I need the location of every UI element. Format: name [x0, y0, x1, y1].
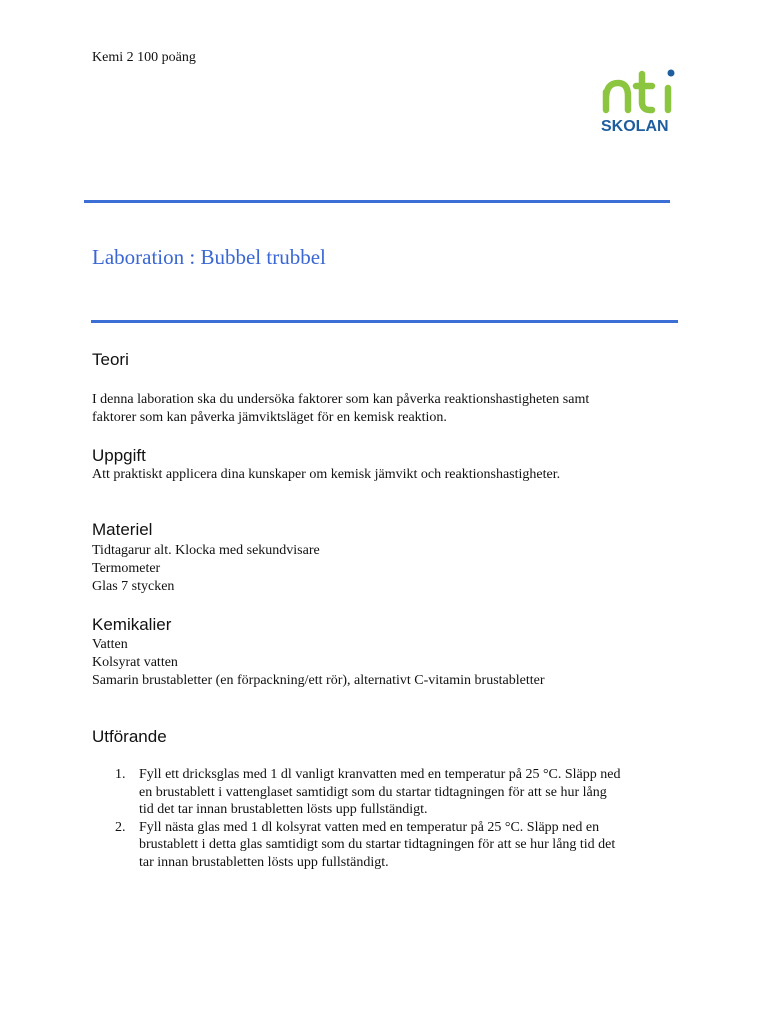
- top-divider: [84, 200, 670, 203]
- section-heading-materiel: Materiel: [92, 520, 153, 539]
- uppgift-paragraph: Att praktiskt applicera dina kunskaper om kemisk jämvikt och reaktionshastigheter.: [92, 467, 561, 482]
- step-line: tid det tar innan brustabletten lösts upp fullständigt.: [139, 802, 428, 817]
- step-line: tar innan brustabletten lösts upp fullständigt.: [139, 854, 389, 870]
- section-heading-utforande: Utförande: [92, 727, 167, 746]
- procedure-step: [112, 766, 672, 819]
- step-line: brustablett i detta glas samtidigt som du startar tidtagningen för att se hur lång tid det: [139, 837, 616, 852]
- section-heading-uppgift: Uppgift: [92, 446, 146, 465]
- list-item: Vatten: [92, 637, 128, 652]
- list-item: Glas 7 stycken: [92, 579, 175, 594]
- title-divider: [91, 320, 678, 323]
- materiel-list: [92, 542, 320, 596]
- step-number: 2.: [115, 819, 126, 835]
- teori-line: faktorer som kan påverka jämviktsläget för en kemisk reaktion.: [92, 410, 447, 425]
- kemikalier-list: [92, 636, 545, 690]
- course-header: Kemi 2 100 poäng: [92, 50, 196, 65]
- step-line: Fyll nästa glas med 1 dl kolsyrat vatten med en temperatur på 25 °C. Släpp ned en: [139, 819, 600, 835]
- list-item: Termometer: [92, 561, 161, 576]
- step-number: 1.: [115, 767, 126, 782]
- nti-skolan-logo: [598, 66, 680, 136]
- step-line: Fyll ett dricksglas med 1 dl vanligt kranvatten med en temperatur på 25 °C. Släpp ned: [139, 767, 621, 782]
- step-line: en brustablett i vattenglaset samtidigt som du startar tidtagningen för att se hur lång: [139, 784, 607, 800]
- procedure-steps: [112, 766, 672, 871]
- logo-subtext: SKOLAN: [601, 118, 669, 135]
- page-title: Laboration : Bubbel trubbel: [92, 245, 326, 269]
- list-item: Tidtagarur alt. Klocka med sekundvisare: [92, 543, 320, 558]
- teori-paragraph: [92, 391, 672, 427]
- section-heading-kemikalier: Kemikalier: [92, 615, 172, 634]
- list-item: Kolsyrat vatten: [92, 655, 178, 670]
- teori-line: I denna laboration ska du undersöka faktorer som kan påverka reaktionshastigheten samt: [92, 392, 590, 407]
- procedure-step: [112, 819, 672, 872]
- section-heading-teori: Teori: [92, 350, 129, 369]
- list-item: Samarin brustabletter (en förpackning/ett rör), alternativt C-vitamin brustabletter: [92, 673, 545, 688]
